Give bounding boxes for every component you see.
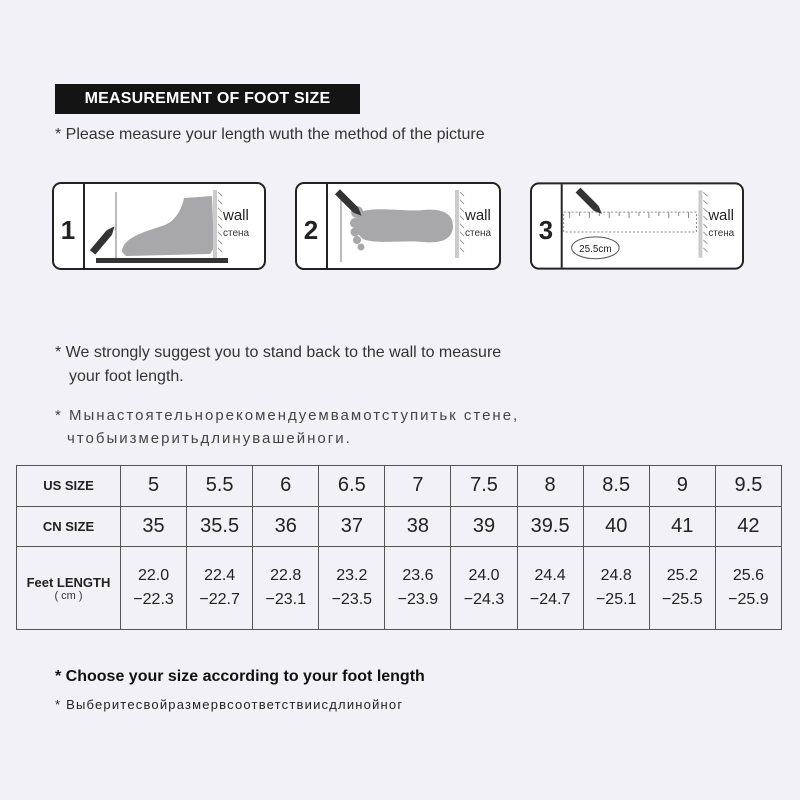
foot-top-view-icon	[291, 182, 505, 270]
length-from: 23.6	[402, 567, 434, 585]
length-from: 22.0	[137, 567, 170, 585]
table-cell	[187, 547, 253, 630]
step-1-wall-label-ru: стена	[223, 228, 250, 239]
suggestion-line-1: * We strongly suggest you to stand back to the wall to measure	[55, 344, 502, 361]
length-to: −25.1	[595, 591, 637, 609]
length-to: −24.7	[529, 591, 571, 609]
table-cell: 9	[649, 466, 715, 507]
table-cell: 8.5	[583, 466, 649, 507]
feet-length-header	[17, 547, 121, 630]
table-row-us	[17, 466, 782, 507]
step-2-panel	[291, 182, 505, 270]
table-cell	[649, 547, 715, 630]
length-to: −23.1	[265, 591, 306, 609]
length-from: 24.0	[468, 567, 500, 585]
table-cell	[583, 547, 649, 630]
feet-length-unit: ( cm )	[54, 589, 83, 602]
table-cell: 42	[715, 506, 781, 547]
step-1-wall-label: wall	[223, 207, 249, 224]
step-1-panel	[52, 182, 266, 270]
length-from: 22.8	[270, 567, 302, 585]
step-3-measure-label: 25.5cm	[579, 243, 612, 255]
table-cell: 6.5	[319, 466, 385, 507]
size-chart-table	[16, 465, 782, 630]
table-cell: 9.5	[715, 466, 781, 507]
table-cell	[451, 547, 517, 630]
table-cell	[319, 547, 385, 630]
suggestion-ru-line-2: чтобыизмеритьдлинувашейноги.	[67, 430, 352, 447]
us-size-header: US SIZE	[17, 466, 121, 507]
step-2-wall-label: wall	[465, 207, 491, 224]
length-from: 25.2	[666, 567, 698, 585]
table-cell: 8	[517, 466, 583, 507]
table-cell: 7.5	[451, 466, 517, 507]
table-cell	[253, 547, 319, 630]
length-to: −25.9	[728, 591, 769, 609]
step-1-number: 1	[60, 215, 76, 245]
suggestion-line-2: your foot length.	[69, 368, 184, 385]
table-cell	[121, 547, 187, 630]
page-title: MEASUREMENT OF FOOT SIZE	[55, 84, 360, 114]
step-2-wall-label-ru: стена	[465, 228, 492, 239]
table-cell: 40	[583, 506, 649, 547]
table-row-length	[17, 547, 782, 630]
length-from: 23.2	[336, 567, 368, 585]
table-cell: 41	[649, 506, 715, 547]
length-from: 22.4	[204, 567, 236, 585]
feet-length-label: Feet LENGTH	[26, 574, 111, 590]
table-cell: 7	[385, 466, 451, 507]
ruler-icon	[530, 182, 744, 270]
step-3-number: 3	[538, 216, 554, 245]
table-cell: 5	[121, 466, 187, 507]
length-from: 25.6	[732, 567, 764, 585]
table-cell	[517, 547, 583, 630]
step-2-number: 2	[303, 215, 319, 245]
length-to: −22.3	[133, 591, 174, 609]
cn-size-header: CN SIZE	[17, 506, 121, 547]
intro-note: * Please measure your length wuth the method of the picture	[55, 126, 485, 143]
length-to: −22.7	[199, 591, 240, 609]
length-from: 24.4	[534, 567, 566, 585]
length-to: −25.5	[662, 591, 703, 609]
step-3-wall-label: wall	[708, 208, 734, 225]
table-cell: 35	[121, 506, 187, 547]
length-to: −24.3	[463, 591, 505, 609]
choose-size-note-ru: * Выберитесвойразмервсоответствиисдлинойног	[55, 697, 404, 712]
table-cell: 6	[253, 466, 319, 507]
table-cell: 38	[385, 506, 451, 547]
table-cell: 35.5	[187, 506, 253, 547]
table-cell	[385, 547, 451, 630]
table-cell	[715, 547, 781, 630]
step-3-panel	[530, 182, 744, 270]
table-row-cn	[17, 506, 782, 547]
step-3-wall-label-ru: стена	[708, 227, 735, 239]
suggestion-ru-line-1: * Мынастоятельнорекомендуемвамотступитьк стене,	[55, 407, 520, 424]
table-cell: 37	[319, 506, 385, 547]
length-from: 24.8	[600, 567, 632, 585]
table-cell: 36	[253, 506, 319, 547]
choose-size-note: * Choose your size according to your foot length	[55, 668, 425, 685]
table-cell: 39	[451, 506, 517, 547]
table-cell: 5.5	[187, 466, 253, 507]
length-to: −23.9	[397, 591, 439, 609]
table-cell: 39.5	[517, 506, 583, 547]
foot-side-view-icon	[52, 182, 266, 270]
length-to: −23.5	[331, 591, 373, 609]
